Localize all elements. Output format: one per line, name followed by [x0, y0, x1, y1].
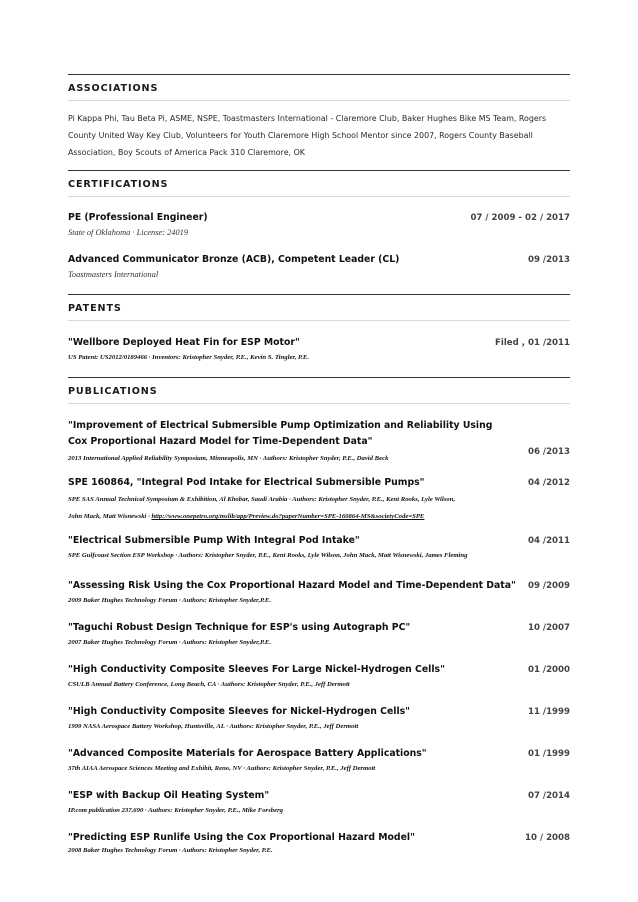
- associations-heading: ASSOCIATIONS: [68, 75, 570, 101]
- patents-section: [68, 294, 570, 365]
- publication-date: 04 /2011: [527, 536, 570, 546]
- patent-title: "Wellbore Deployed Heat Fin for ESP Motor": [68, 337, 300, 348]
- certifications-section: [68, 170, 570, 281]
- publication-detail: SPE Gulfcoast Section ESP Workshop · Authors: Kristopher Snyder, P.E., Kent Rooks, Lyle Wilson, John Mack, Matt Wisnewski, James Fleming: [68, 552, 468, 559]
- publication-date: 01 /2000: [527, 665, 570, 675]
- certification-entry: [68, 252, 570, 281]
- associations-section: [68, 74, 570, 161]
- publication-detail-continued: [68, 508, 570, 525]
- publication-date: 07 /2014: [527, 791, 570, 801]
- publication-entry: [68, 830, 570, 855]
- publication-date: 09 /2009: [527, 581, 570, 591]
- publication-title: "High Conductivity Composite Sleeves for Nickel-Hydrogen Cells": [68, 706, 411, 717]
- publication-link[interactable]: http://www.onepetro.org/mslib/app/Preview.do?paperNumber=SPE-160864-MS&societyCode=SPE: [151, 513, 425, 520]
- patent-detail: US Patent: US2012/0189466 · Inventors: Kristopher Snyder, P.E., Kevin S. Tingler, P.E.: [68, 354, 310, 361]
- publication-detail: 37th AIAA Aerospace Sciences Meeting and Exhibit, Reno, NV · Authors: Kristopher Snyder, P.E., Jeff Dermott: [68, 765, 376, 772]
- publication-entry: [68, 418, 570, 466]
- patent-date: Filed , 01 /2011: [495, 338, 570, 348]
- publications-heading: PUBLICATIONS: [68, 378, 570, 404]
- patent-entry: [68, 335, 570, 365]
- associations-text: Pi Kappa Phi, Tau Beta Pi, ASME, NSPE, Toastmasters International - Claremore Club, Baker Hughes Bike MS Team, Rogers County United Way Key Club, Volunteers for Youth Claremore High School Mentor since 2007, Rogers County Baseball Association, Boy Scouts of America Pack 310 Claremore, OK: [68, 114, 547, 157]
- publication-title: SPE 160864, "Integral Pod Intake for Electrical Submersible Pumps": [68, 477, 425, 488]
- publication-detail: SPE SAS Annual Technical Symposium & Exhibition, Al Khobar, Saudi Arabia · Authors: Kristopher Snyder, P.E., Kent Rooks, Lyle Wilson,: [68, 496, 456, 503]
- publication-detail: 1999 NASA Aerospace Battery Workshop, Huntsville, AL · Authors: Kristopher Snyder, P.E., Jeff Dermott: [68, 723, 359, 730]
- publication-entry: [68, 533, 570, 563]
- publication-title: "Advanced Composite Materials for Aerospace Battery Applications": [68, 748, 427, 759]
- certification-entry: [68, 210, 570, 239]
- publication-entry: [68, 475, 570, 525]
- publication-entry: [68, 746, 570, 776]
- publication-authors-continued: John Mack, Matt Wisnewski ·: [68, 513, 152, 520]
- publication-title: "Electrical Submersible Pump With Integral Pod Intake": [68, 535, 360, 546]
- publication-date: 01 /1999: [527, 749, 570, 759]
- publications-section: [68, 377, 570, 855]
- publication-title: "Taguchi Robust Design Technique for ESP's using Autograph PC": [68, 622, 411, 633]
- publication-detail: IP.com publication 237,690 · Authors: Kristopher Snyder, P.E., Mike Forsberg: [68, 807, 284, 814]
- certification-title: PE (Professional Engineer): [68, 212, 208, 223]
- publication-title: "Assessing Risk Using the Cox Proportional Hazard Model and Time-Dependent Data": [68, 580, 516, 591]
- publication-entry: [68, 578, 570, 608]
- publication-date: 04 /2012: [527, 478, 570, 488]
- publication-entry: [68, 662, 570, 692]
- publication-date: 10 / 2008: [525, 833, 570, 843]
- publication-detail: 2013 International Applied Reliability Symposium, Minneapolis, MN · Authors: Kristopher Snyder, P.E., David Beck: [68, 455, 389, 462]
- certification-date: 07 / 2009 - 02 / 2017: [470, 213, 570, 223]
- certification-detail: Toastmasters International: [68, 270, 159, 279]
- resume-content: [68, 74, 570, 855]
- publication-detail: 2009 Baker Hughes Technology Forum · Authors: Kristopher Snyder,P.E.: [68, 597, 272, 604]
- certifications-heading: CERTIFICATIONS: [68, 171, 570, 197]
- publication-detail: 2008 Baker Hughes Technology Forum · Authors: Kristopher Snyder, P.E.: [68, 847, 273, 854]
- publication-entry: [68, 788, 570, 818]
- publication-title: "Predicting ESP Runlife Using the Cox Proportional Hazard Model": [68, 832, 415, 843]
- patents-heading: PATENTS: [68, 295, 570, 321]
- publication-title: "High Conductivity Composite Sleeves For Large Nickel-Hydrogen Cells": [68, 664, 445, 675]
- publication-title: "ESP with Backup Oil Heating System": [68, 790, 270, 801]
- publication-title: "Improvement of Electrical Submersible Pump Optimization and Reliability Using Cox Proportional Hazard Model for Time-Dependent Data": [68, 420, 493, 447]
- certification-title: Advanced Communicator Bronze (ACB), Competent Leader (CL): [68, 254, 400, 265]
- publication-date: 11 /1999: [527, 707, 570, 717]
- certification-date: 09 /2013: [527, 255, 570, 265]
- publication-date: 10 /2007: [527, 623, 570, 633]
- publication-detail: 2007 Baker Hughes Technology Forum · Authors: Kristopher Snyder,P.E.: [68, 639, 272, 646]
- publication-entry: [68, 704, 570, 734]
- publication-detail: CSULB Annual Battery Conference, Long Beach, CA · Authors: Kristopher Snyder, P.E., Jeff Dermott: [68, 681, 350, 688]
- publication-entry: [68, 620, 570, 650]
- certification-detail: State of Oklahoma · License: 24019: [68, 228, 189, 237]
- publication-date: 06 /2013: [527, 447, 570, 457]
